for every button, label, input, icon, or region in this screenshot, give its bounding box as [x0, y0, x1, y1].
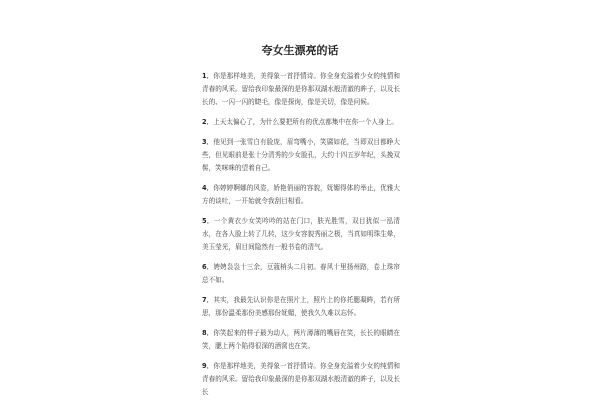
item-text: 你是那样地美，美得象一首抒情诗。你全身充溢着少女的纯情和青春的风采。留给我印象最深的是你那双湖水般清澈的眸子，以及长长的、一闪一闪的睫毛，像是探询，像是关切，像是问候。	[202, 72, 401, 106]
item-text: 他见到一张雪白有脸庞，眉弯嘴小，笑靥如花，当即双目都睁大些，但见眼前是张十分清秀的少女脸孔，大约十四五岁年纪，头挽双髻，笑咪咪的望着自己。	[202, 138, 401, 172]
list-item-7	[202, 294, 400, 320]
list-item-8	[202, 327, 400, 353]
item-text: 一个黄衣少女笑吟吟的站在门口，肤光胜雪，双目犹似一泓清水，在各人脸上转了几转，这少女容貌秀丽之极，当真如明珠生晕，美玉莹光，眉目间隐然有一般书卷的清气。	[202, 217, 400, 251]
page-title: 夸女生漂亮的话	[261, 44, 339, 57]
item-text: 你笑起来的样子最为动人，两片薄薄的嘴唇在笑，长长的眼睛在笑，腮上两个陷得很深的酒窝也在笑。	[202, 329, 401, 350]
item-number: 3．	[202, 138, 214, 146]
list-item-9	[202, 360, 400, 399]
item-text: 你婷婷婀娜的风姿，娇艳俏丽的容貌，妩媚得体的举止，优雅大方的谈吐，一开始就令我刮目相看。	[202, 184, 401, 205]
list-item-4	[202, 182, 400, 208]
item-number: 7．	[202, 296, 214, 304]
list-item-1	[202, 70, 400, 109]
item-number: 6．	[202, 263, 214, 271]
item-number: 9．	[202, 362, 214, 370]
list-item-3	[202, 136, 400, 175]
item-text: 其实，我最先认识你是在照片上，照片上的你托腮凝眸，若有所思，那份温柔那份美感那份妩媚，使我久久难以忘怀。	[202, 296, 401, 317]
item-number: 1．	[202, 72, 214, 80]
item-number: 4．	[202, 184, 214, 192]
item-number: 8．	[202, 329, 214, 337]
item-text: 上天太偏心了，为什么要把所有的优点都集中在你一个人身上。	[213, 118, 398, 126]
list-item-6	[202, 261, 400, 287]
item-number: 2．	[202, 118, 214, 126]
list-item-2	[202, 116, 400, 129]
item-number: 5．	[202, 217, 214, 225]
item-text: 你是那样地美，美得象一首抒情诗。你全身充溢着少女的纯情和青春的风采。留给我印象最深的是你那双湖水般清澈的眸子，以及长长	[202, 362, 401, 396]
item-text: 娉娉袅袅十三余，豆蔻梢头二月初。春风十里扬州路，卷上珠帘总不如。	[202, 263, 401, 284]
paragraph-list	[202, 70, 400, 400]
list-item-5	[202, 215, 400, 254]
